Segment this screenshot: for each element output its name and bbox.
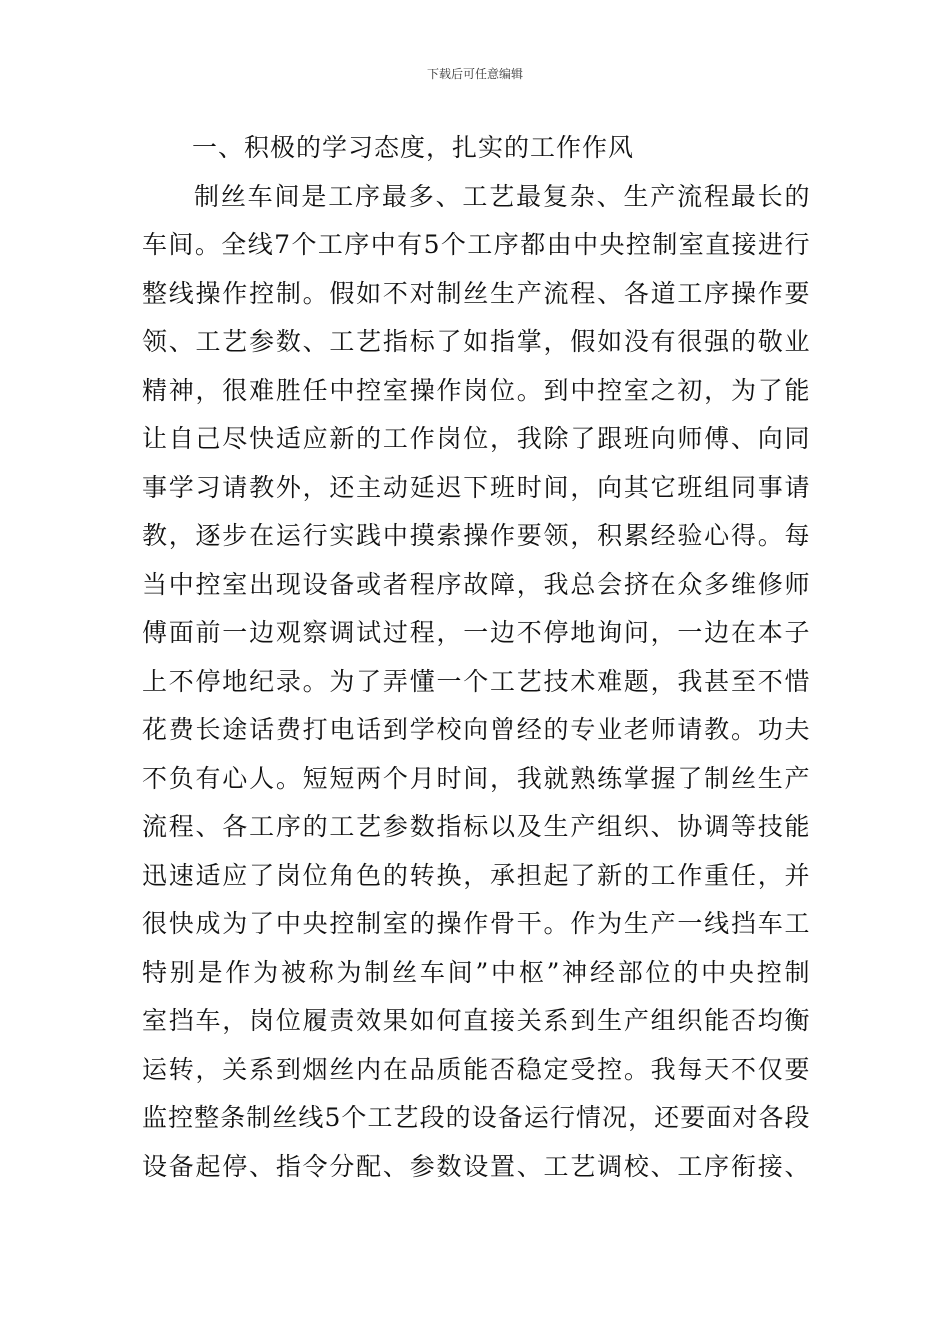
- paragraph-line: 不负有心人。短短两个月时间，我就熟练掌握了制丝生产: [142, 763, 810, 793]
- paragraph-line: 当中控室出现设备或者程序故障，我总会挤在众多维修师: [142, 569, 810, 599]
- paragraph-line: 教，逐步在运行实践中摸索操作要领，积累经验心得。每: [142, 521, 810, 550]
- paragraph-line: 领、工艺参数、工艺指标了如指掌，假如没有很强的敬业: [142, 327, 810, 356]
- paragraph-line: 上不停地纪录。为了弄懂一个工艺技术难题，我甚至不惜: [142, 666, 810, 696]
- header-note: 下载后可任意编辑: [426, 67, 523, 81]
- document-body: [142, 124, 810, 1191]
- paragraph-line: 车间。全线7个工序中有5个工序都由中央控制室直接进行: [142, 230, 810, 259]
- paragraph-line: 很快成为了中央控制室的操作骨干。作为生产一线挡车工: [142, 909, 810, 938]
- paragraph-line: 事学习请教外，还主动延迟下班时间，向其它班组同事请: [142, 472, 810, 502]
- paragraph-line: 傅面前一边观察调试过程，一边不停地询问，一边在本子: [142, 618, 810, 647]
- paragraph-line: 监控整条制丝线5个工艺段的设备运行情况，还要面对各段: [142, 1103, 810, 1132]
- paragraph-line: 花费长途话费打电话到学校向曾经的专业老师请教。功夫: [142, 715, 810, 744]
- paragraph-line: 特别是作为被称为制丝车间”中枢”神经部位的中央控制: [142, 957, 810, 987]
- paragraph-line: 整线操作控制。假如不对制丝生产流程、各道工序操作要: [142, 278, 810, 308]
- paragraph-line: 精神，很难胜任中控室操作岗位。到中控室之初，为了能: [142, 375, 810, 405]
- paragraph-line: 让自己尽快适应新的工作岗位，我除了跟班向师傅、向同: [142, 424, 810, 453]
- section-heading: 一、积极的学习态度，扎实的工作作风: [192, 133, 635, 162]
- paragraph-line: 迅速适应了岗位角色的转换，承担起了新的工作重任，并: [142, 860, 810, 890]
- paragraph-line: 设备起停、指令分配、参数设置、工艺调校、工序衔接、: [142, 1151, 810, 1181]
- paragraph-line: 运转，关系到烟丝内在品质能否稳定受控。我每天不仅要: [142, 1054, 810, 1084]
- paragraph-line: 室挡车，岗位履责效果如何直接关系到生产组织能否均衡: [142, 1006, 810, 1035]
- paragraph-line: 制丝车间是工序最多、工艺最复杂、生产流程最长的: [194, 181, 810, 211]
- paragraph-line: 流程、各工序的工艺参数指标以及生产组织、协调等技能: [142, 812, 810, 841]
